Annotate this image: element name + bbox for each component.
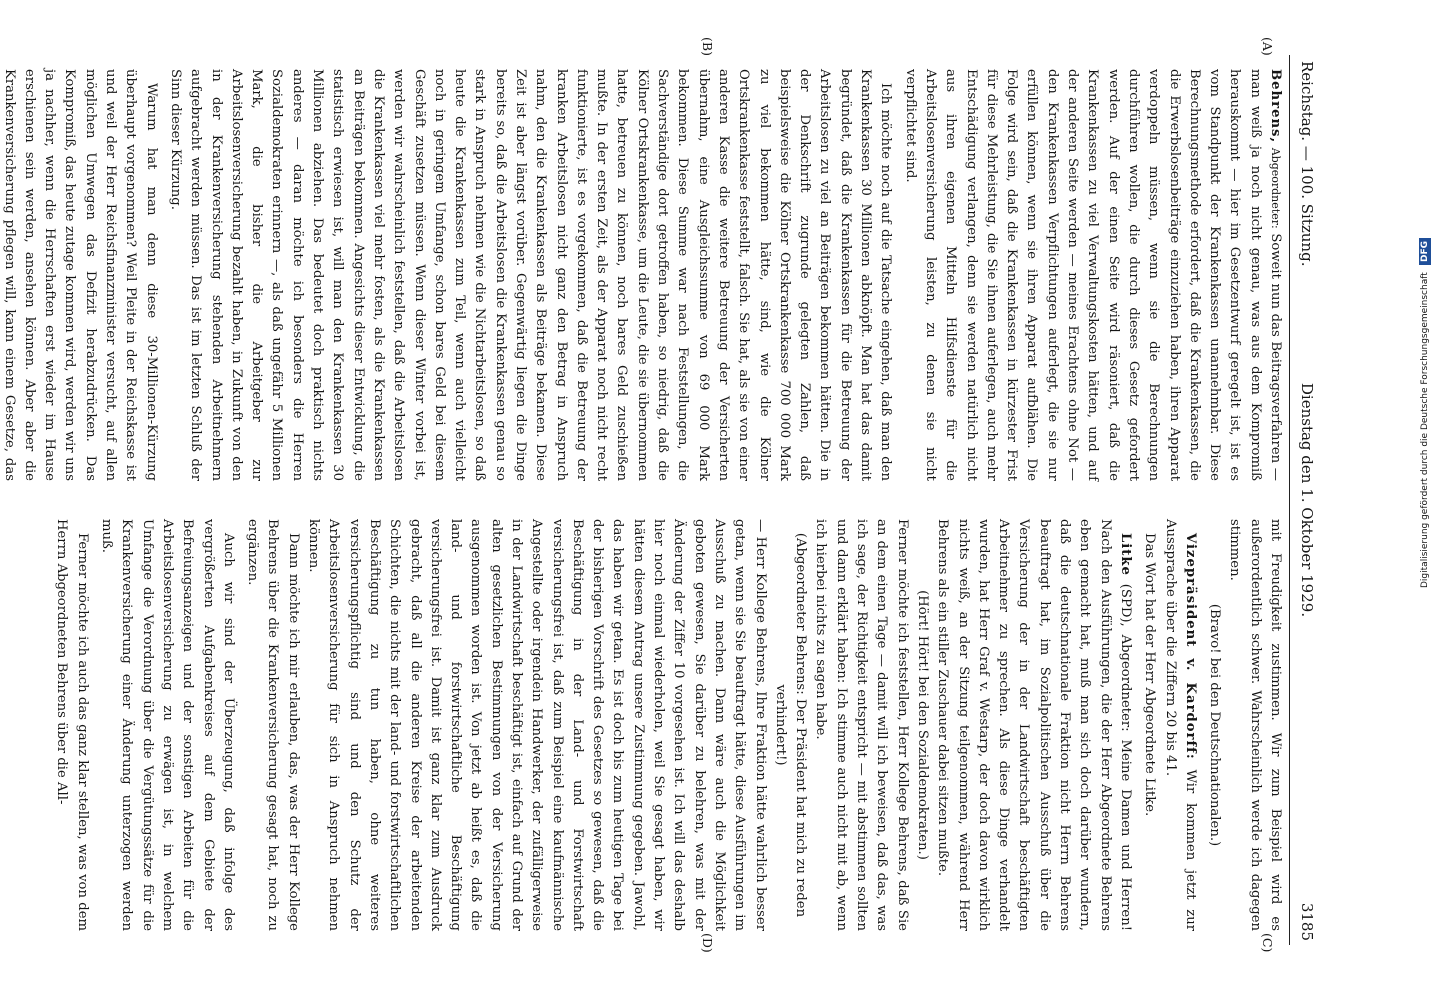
running-header: [1291, 55, 1317, 945]
paragraph-text: Wir kommen jetzt zur Aussprache über die Ziffern 20 bis 41.: [1162, 519, 1198, 931]
speech-paragraph: Ferner möchte ich feststellen, Herr Kollege Behrens, daß Sie an dem einen Tage — damit will ich beweisen, daß das, was ich sage, der Richtigkeit entspricht — mit abstimmen sollten und dann erklärt haben: Ich stimme auch nicht mit ab, wenn ich hierbei nichts zu sagen habe.: [813, 519, 910, 931]
rotated-document-page: [1, 37, 1317, 953]
paragraph-text: Soweit nun das Beitragsverfahren — man weiß ja noch nicht genau, was aus dem Kompromiß herauskommt — hier im Gesetzentwurf geregelt ist, ist es vom Standpunkt der Krankenkassen unannehmbar. Diese Berechnungsmethode erfordert, daß die Krankenkassen, die die Erwerbslosenbeiträge einzuziehen haben, ihren Apparat verdoppeln müssen, wenn sie die Berechnungen durchführen wollen, die durch dieses Gesetz gefordert werden. Auf der einen Seite wird räsoniert, daß die Krankenkassen zu viel Verwaltungskosten hätten, und auf der anderen Seite werden — meines Erachtens ohne Not — den Krankenkassen Verpflichtungen auferlegt, die sie nur erfüllen können, wenn sie ihren Apparat aufblähen. Die Folge wird sein, daß die Krankenkassen in kürzester Frist für diese Mehrleistung, die Sie ihnen auferlegen, auch mehr Entschädigung verlangen, denn sie werden natürlich nicht aus ihren eigenen Mitteln Hilfsdienste für die Arbeitslosenversicherung leisten, zu denen sie nicht verpflichtet sind.: [902, 69, 1283, 481]
speech-paragraph: Das Wort hat der Herr Abgeordnete Litke.: [1142, 533, 1158, 817]
left-column: [0, 69, 1285, 481]
speech-paragraph: Ich möchte noch auf die Tatsache eingehen, daß man den Krankenkassen 30 Millionen abknöpft. Man hat das damit begründet, daß die Krankenkassen für die Betreuung der Arbeitslosen zu viel an Beiträgen bekommen hätten. Die in der Denkschrift zugrunde gelegten Zahlen, daß beispielsweise die Kölner Ortskrankenkasse 700 000 Mark zu viel bekommen hätte, sind, wie die Kölner Ortskrankenkasse feststellt, falsch. Sie hat, als sie von einer anderen Kasse die weitere Betreuung der Versicherten übernahm, eine Ausgleichssumme von 69 000 Mark bekommen. Diese Summe war nach Feststellungen, die Sachverständige dort getroffen haben, so niedrig, daß die Kölner Ortskrankenkasse, um die Leute, die sie übernommen hatte, betreuen zu können, noch bares Geld zuschießen mußte. In der ersten Zeit, als der Apparat noch nicht recht funktionierte, ist es vorgekommen, daß die Betreuung der kranken Arbeitslosen nicht ganz den Betrag in Anspruch nahm, den die Krankenkassen als Beiträge bekamen. Diese Zeit ist aber längst vorüber. Gegenwärtig liegen die Dinge bereits so, daß die Arbeitslosen die Krankenkassen genau so stark in Anspruch nehmen wie die Nichtarbeitslosen, so daß heute die Krankenkassen zum Teil, wenn auch vielleicht noch in geringem Umfange, schon bares Geld bei diesem Geschäft zusetzen müssen. Wenn dieser Winter vorbei ist, werden wir wahrscheinlich feststellen, daß die Arbeitslosen die Krankenkassen viel mehr fosten, als die Krankenkassen an Beiträgen bekommen. Angesichts dieser Entwicklung, die statistisch erwiesen ist, will man den Krankenkassen 30 Millionen abziehen. Das bedeutet doch praktisch nichts anderes — daran möchte ich besonders die Herren Sozialdemokraten erinnern —, als daß ungefähr 5 Millionen Mark, die bisher die Arbeitgeber zur Arbeitslosenversicherung bezahlt haben, in Zukunft von den in der Krankenversicherung stehenden Arbeitnehmern aufgebracht werden müssen. Das ist im letzten Schluß der Sinn dieser Kürzung.: [167, 69, 894, 481]
speech-paragraph: Warum hat man denn diese 30-Millionen-Kürzung überhaupt vorgenommen? Weil Pleite in der Reichskasse ist und weil der Herr Reichsfinanzminister versucht, auf allen möglichen Umwegen das Defizit herabzudrücken. Das Kompromiß, das heute zutage kommen wird, werden wir uns ja nachher, wenn die Herrschaften erst wieder im Hause erschienen sein werden, ansehen können. Aber aber die Krankenversicherung pflegen will, kann einem Gesetze, das: [1, 69, 159, 481]
header-rule: [1289, 55, 1290, 945]
header-session: Reichstag. — 100. Sitzung.: [1298, 61, 1316, 267]
digitization-stamp: [1419, 12, 1434, 588]
dfg-logo: DFG: [1419, 238, 1431, 265]
margin-mark-c: (C): [1260, 933, 1275, 953]
header-date: Dienstag den 1. Oktober 1929.: [1298, 382, 1316, 618]
interjection: (Abgeordneter Behrens: Der Präsident hat mich zu reden verhindert!): [772, 532, 809, 918]
speech-paragraph: Auch wir sind der Überzeugung, daß infolge des vergrößerten Aufgabenkreises auf dem Gebiete der Befreiungsanzeigen und der sonstigen Arbeiten für die Arbeitslosenversicherung zu erwägen ist, in welchem Umfange die Verordnung über die Vergütungssätze für die Krankenversicherung einer Änderung unterzogen werden muß.: [99, 519, 236, 931]
speech-paragraph: mit Freudigkeit zustimmen. Wir zum Beispiel wird es außerordentlich schwer. Wahrscheinlich werde ich dagegen stimmen.: [1227, 519, 1283, 931]
speech-paragraph: Ferner möchte ich auch das ganz klar stellen, was von dem Herrn Abgeordneten Behrens über die All-: [54, 519, 90, 931]
speaker-role: Abgeordneter:: [1269, 147, 1282, 229]
speaker-name: Litke: [1117, 533, 1133, 576]
margin-mark-d: (D): [700, 933, 715, 953]
margin-mark-b: (B): [700, 37, 715, 56]
speaker-name: Behrens,: [1268, 69, 1283, 144]
speech-paragraph: — Herr Kollege Behrens, Ihre Fraktion hätte wahrlich besser getan, wenn sie Sie beauftragt hätte, diese Ausführungen im Ausschuß zu machen. Dann wäre auch die Möglichkeit geboten gewesen, Sie darüber zu belehren, was mit der Änderung der Ziffer 10 vorgesehen ist. Ich will das deshalb hier noch einmal wiederholen, weil Sie gesagt haben, wir hätten diesem Antrag unsere Zustimmung gegeben. Jawohl, das haben wir getan. Es ist doch bis zum heutigen Tage bei der bisherigen Vorschrift des Gesetzes so gewesen, daß die Beschäftigung in der Land- und Forstwirtschaft versicherungsfrei ist, daß zum Beispiel eine kaufmännische Angestellte oder irgendein Handwerker, der zufälligerweise in der Landwirtschaft beschäftigt ist, einfach auf Grund der alten gesetzlichen Bestimmungen von der Versicherung ausgenommen worden ist. Von jetzt ab heißt es, daß die land- und forstwirtschaftliche Beschäftigung versicherungsfrei ist. Damit ist ganz klar zum Ausdruck gebracht, daß all die anderen Kreise der arbeitenden Schichten, die nichts mit der land- und forstwirtschaftlichen Beschäftigung zu tun haben, ohne weiteres versicherungspflichtig sind und den Schutz der Arbeitslosenversicherung für sich in Anspruch nehmen können.: [306, 519, 768, 931]
right-column: [51, 519, 1285, 931]
speaker-name: Vizepräsident v. Kardorff:: [1182, 533, 1198, 760]
speech-paragraph: [1159, 519, 1200, 931]
speech-paragraph: [899, 69, 1285, 481]
interjection: (Bravo! bei den Deutschnationalen.): [1207, 603, 1223, 847]
speech-paragraph: [932, 519, 1135, 931]
speech-paragraph: Dann möchte ich mir erlauben, das, was der Herr Kollege Behrens über die Krankenversicherung gesagt hat, noch zu ergänzen.: [245, 519, 301, 931]
paragraph-text: (SPD), Abgeordneter: Meine Damen und Herren! Nach den Ausführungen, die der Herr Abgeordnete Behrens eben gemacht hat, muß man sich doch darüber wundern, daß die deutschnationale Fraktion nicht Herrn Behrens beauftragt hat, im Sozialpolitischen Ausschuß über die Versicherung der in der Landwirtschaft beschäftigten Arbeitnehmer zu sprechen. Als diese Dinge verhandelt wurden, hat Herr Graf v. Westarp, der doch davon wirklich nichts weiß, an der Sitzung teilgenommen, während Herr Behrens als ein stiller Zuschauer dabei sitzen mußte.: [935, 519, 1133, 932]
interjection: (Hört! Hört! bei den Sozialdemokraten.): [914, 590, 930, 860]
page-number: 3185: [1298, 902, 1316, 941]
stamp-text: Digitalisierung gefördert durch die Deutsche Forschungsgemeinschaft: [1420, 272, 1430, 588]
margin-mark-a: (A): [1260, 37, 1275, 56]
